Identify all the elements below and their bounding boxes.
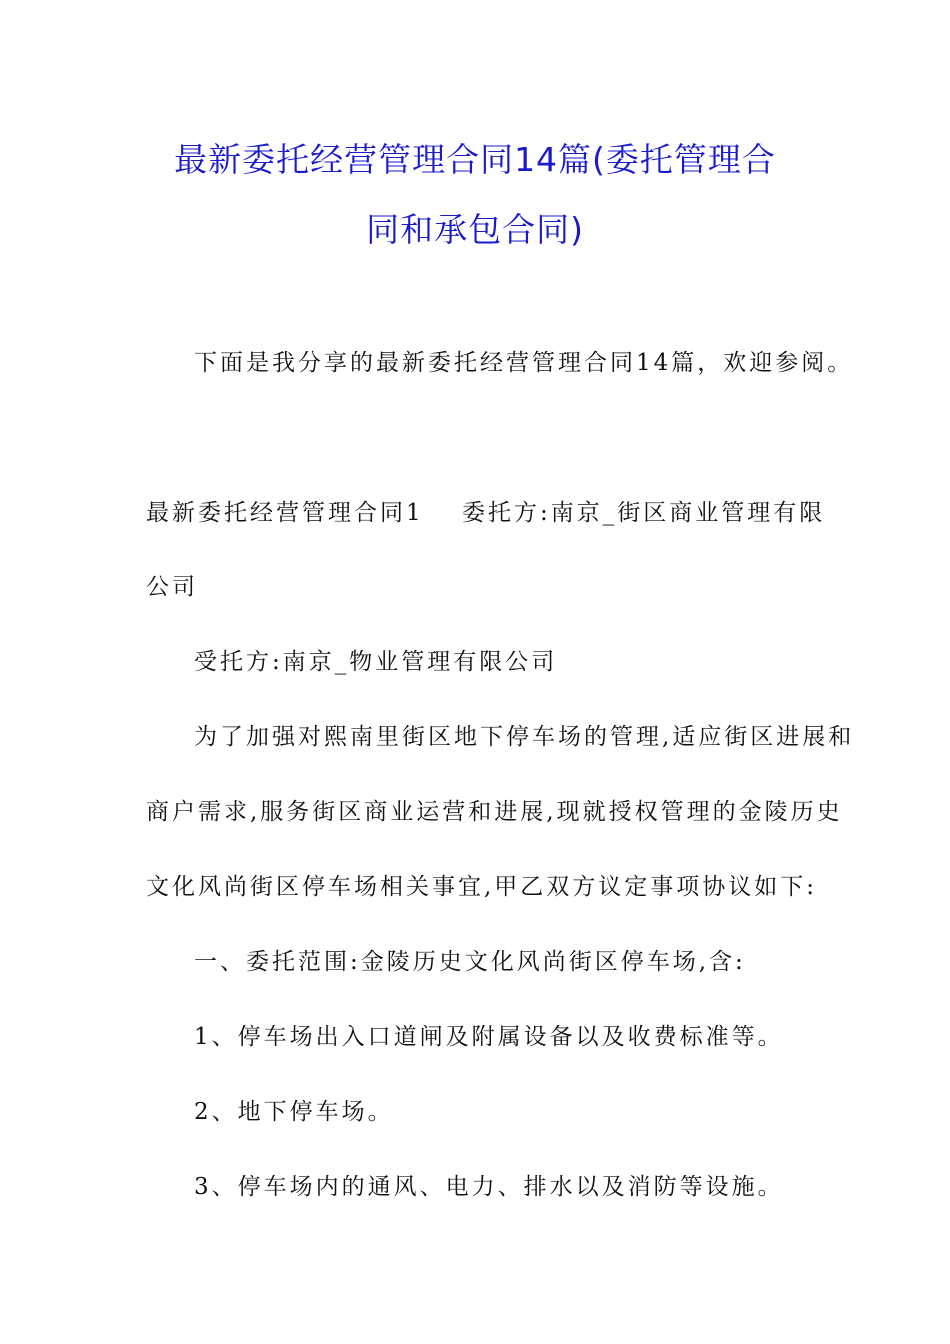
client-line-1: 委托方:南京_街区商业管理有限 (462, 500, 826, 526)
agent-line: 受托方:南京_物业管理有限公司 (194, 649, 558, 675)
purpose-line-3: 文化风尚街区停车场相关事宜,甲乙双方议定事项协议如下: (146, 874, 818, 900)
intro-paragraph: 下面是我分享的最新委托经营管理合同14篇，欢迎参阅。 (194, 350, 854, 376)
document-title-line-2: 同和承包合同) (366, 210, 584, 249)
scope-line: 一、委托范围:金陵历史文化风尚街区停车场,含: (194, 949, 746, 975)
section-heading: 最新委托经营管理合同1 (146, 500, 424, 526)
list-item: 1、停车场出入口道闸及附属设备以及收费标准等。 (194, 1024, 784, 1050)
list-item: 3、停车场内的通风、电力、排水以及消防等设施。 (194, 1174, 784, 1200)
document-title-line-1: 最新委托经营管理合同14篇(委托管理合 (174, 140, 776, 179)
purpose-line-1: 为了加强对熙南里街区地下停车场的管理,适应街区进展和 (194, 724, 855, 750)
purpose-line-2: 商户需求,服务街区商业运营和进展,现就授权管理的金陵历史 (146, 799, 843, 825)
client-line-2: 公司 (146, 574, 198, 600)
list-item: 2、地下停车场。 (194, 1099, 394, 1125)
